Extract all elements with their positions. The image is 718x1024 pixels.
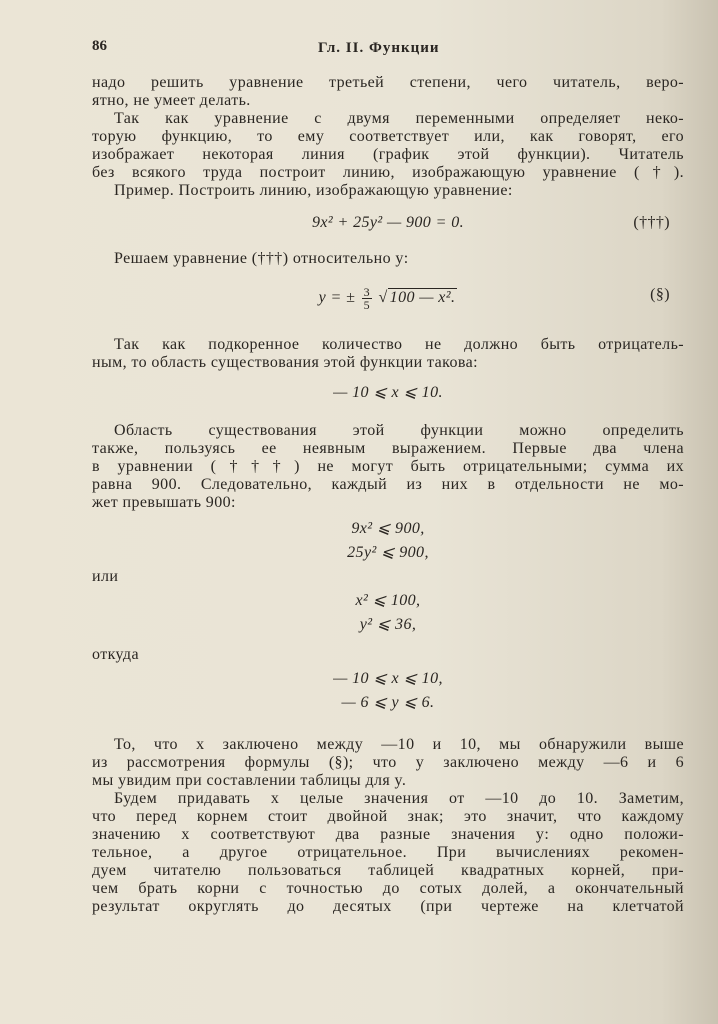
text-line: Так как подкоренное количество не должно быть отрицатель-	[114, 336, 684, 353]
inequality: x² ⩽ 100,	[355, 592, 421, 609]
text-line: дуем читателю пользоваться таблицей квадратных корней, при-	[92, 862, 684, 879]
radical-sign: √	[378, 289, 388, 307]
text-line: изображает некоторая линия (график этой функции). Читатель	[92, 146, 684, 163]
text-line: или	[92, 568, 119, 585]
text-line: чем брать корни с точностью до сотых долей, а окончательный	[92, 880, 684, 897]
equation-solved-y	[92, 286, 684, 320]
fraction	[362, 286, 372, 311]
text-line: Область существования этой функции можно определить	[114, 422, 684, 439]
text-line: значению x соответствуют два разные значения y: одно положи-	[92, 826, 684, 843]
inequality: — 10 ⩽ x ⩽ 10,	[333, 670, 443, 687]
page-header	[92, 38, 658, 58]
text-line: ятно, не умеет делать.	[92, 92, 251, 109]
radicand: 100 — x².	[389, 289, 456, 307]
inequality: y² ⩽ 36,	[359, 616, 417, 633]
equation-text: 9x² + 25y² — 900 = 0.	[311, 214, 465, 231]
text-line: ным, то область существования этой функции такова:	[92, 354, 478, 371]
example-heading-line: Пример. Построить линию, изображающую уравнение:	[114, 182, 513, 199]
page-body	[92, 74, 684, 916]
text-line: надо решить уравнение третьей степени, чего читатель, веро-	[92, 74, 684, 91]
text-line: также, пользуясь ее неявным выражением. Первые два члена	[92, 440, 684, 457]
text-line: Решаем уравнение (†††) относительно y:	[114, 250, 409, 267]
equation-text: — 10 ⩽ x ⩽ 10.	[333, 384, 443, 401]
equation-left: y = ±	[318, 289, 356, 307]
fraction-numerator: 3	[363, 285, 371, 299]
equation-tag: (§)	[650, 286, 670, 303]
equation-tag: (†††)	[633, 214, 670, 231]
equation-ellipse	[92, 214, 684, 238]
inequality: — 6 ⩽ y ⩽ 6.	[341, 694, 435, 711]
text-line: равна 900. Следовательно, каждый из них в отдельности не мо-	[92, 476, 684, 493]
text-line: мы увидим при составлении таблицы для y.	[92, 772, 407, 789]
inequality: 25y² ⩽ 900,	[347, 544, 429, 561]
text-line: То, что x заключено между —10 и 10, мы обнаружили выше	[114, 736, 684, 753]
running-title: Гл. II. Функции	[318, 40, 440, 56]
text-line: откуда	[92, 646, 139, 663]
text-line: из рассмотрения формулы (§); что y заключено между —6 и 6	[92, 754, 684, 771]
inequality: 9x² ⩽ 900,	[351, 520, 425, 537]
page-number: 86	[92, 38, 107, 54]
text-line: в уравнении (†††) не могут быть отрицательными; сумма их	[92, 458, 684, 475]
text-line: жет превышать 900:	[92, 494, 236, 511]
text-line: что перед корнем стоит двойной знак; это значит, что каждому	[92, 808, 684, 825]
text-line: Так как уравнение с двумя переменными определяет неко-	[114, 110, 684, 127]
text-line: Будем придавать x целые значения от —10 до 10. Заметим,	[114, 790, 684, 807]
text-line: тельное, а другое отрицательное. При вычислениях рекомен-	[92, 844, 684, 861]
equation-domain	[92, 384, 684, 408]
text-line: торую функцию, то ему соответствует или, как говорят, его	[92, 128, 684, 145]
text-line: результат округлять до десятых (при чертеже на клетчатой	[92, 898, 684, 915]
text-line: без всякого труда построит линию, изображающую уравнение (†).	[92, 164, 684, 181]
fraction-denominator: 5	[363, 298, 371, 312]
